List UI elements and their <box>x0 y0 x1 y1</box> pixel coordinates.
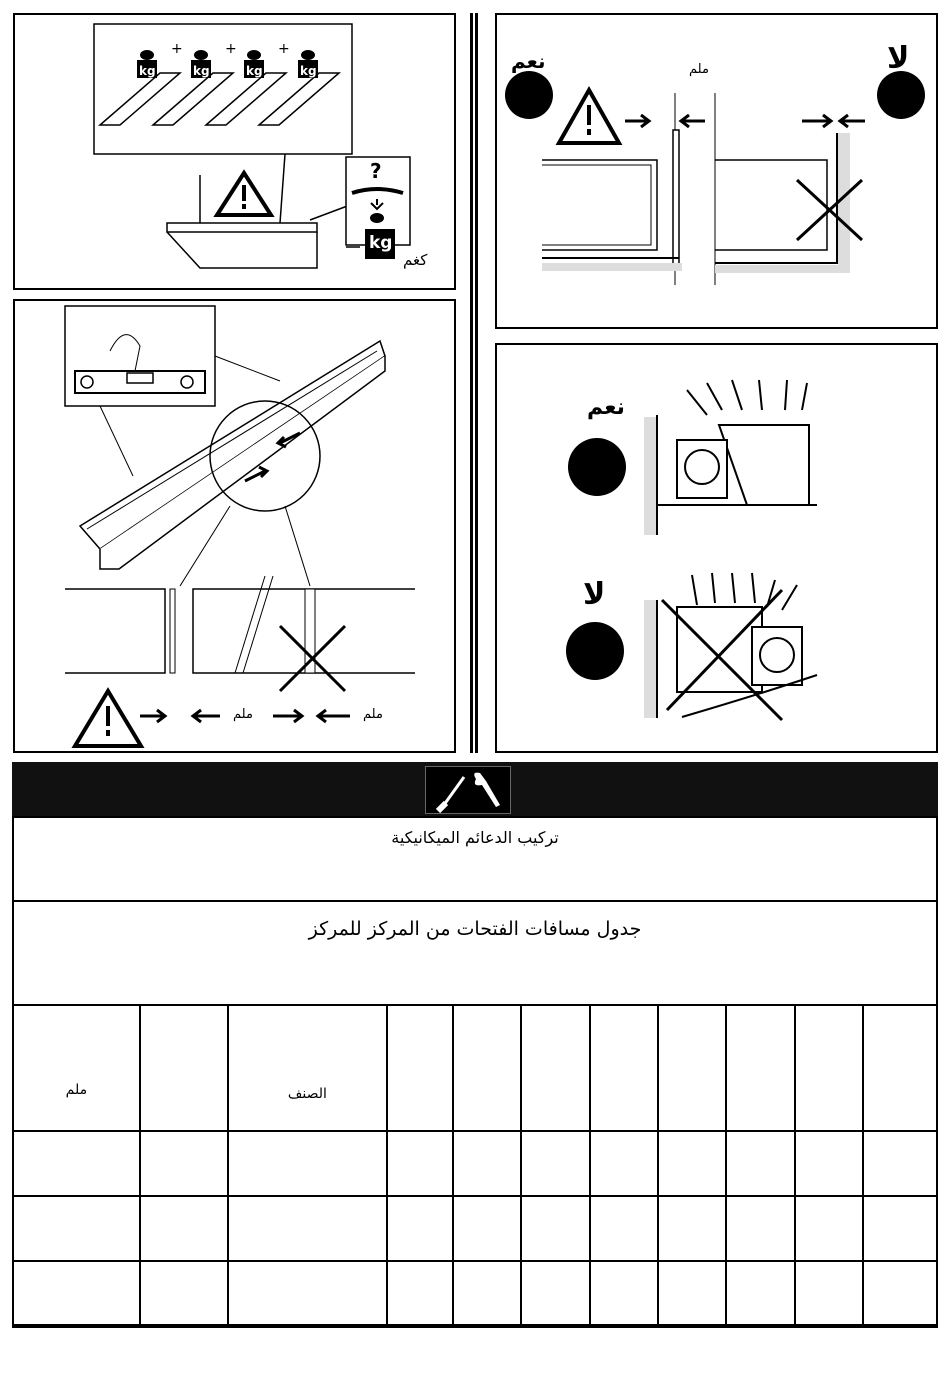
table-row <box>13 1131 937 1196</box>
table-cell <box>795 1261 863 1327</box>
plus-sign-3: + <box>278 41 290 57</box>
table-cell <box>140 1196 228 1261</box>
table-cell <box>795 1131 863 1196</box>
table-cell <box>590 1131 658 1196</box>
table-cell <box>140 1131 228 1196</box>
table-cell <box>726 1131 795 1196</box>
no-label-top: لا <box>887 41 910 76</box>
kg-label-1: kg <box>139 64 156 78</box>
table-cell <box>795 1196 863 1261</box>
table-header-row <box>13 1005 937 1131</box>
question-mark: ? <box>370 159 382 183</box>
header-cell <box>387 1005 453 1131</box>
table-cell <box>521 1196 590 1261</box>
table-cell <box>863 1261 937 1327</box>
table-cell <box>521 1131 590 1196</box>
table-cell <box>453 1261 521 1327</box>
table-cell <box>140 1261 228 1327</box>
table-cell <box>387 1131 453 1196</box>
header-cell <box>658 1005 727 1131</box>
mm-label-right: ملم <box>363 707 383 722</box>
table-cell <box>658 1131 727 1196</box>
table-cell <box>590 1196 658 1261</box>
table-cell <box>863 1196 937 1261</box>
plus-sign-2: + <box>225 41 237 57</box>
mm-label-top: ملم <box>689 62 709 77</box>
distance-table <box>12 1004 938 1328</box>
section-title: تركيب الدعائم الميكانيكية <box>391 828 559 847</box>
header-cell <box>726 1005 795 1131</box>
table-row <box>13 1261 937 1327</box>
header-cell <box>140 1005 228 1131</box>
table-cell <box>228 1131 388 1196</box>
table-cell <box>453 1131 521 1196</box>
level-illustration <box>15 301 456 753</box>
table-cell <box>228 1261 388 1327</box>
yes-label-cable: نعم <box>587 395 625 420</box>
table-cell <box>453 1196 521 1261</box>
kg-label-2: kg <box>193 64 210 78</box>
table-cell <box>726 1261 795 1327</box>
no-label-cable: لا <box>583 577 606 612</box>
title-divider <box>14 900 936 902</box>
vertical-divider-left <box>470 13 473 753</box>
table-cell <box>658 1261 727 1327</box>
header-cell <box>521 1005 590 1131</box>
header-cell <box>863 1005 937 1131</box>
table-cell <box>521 1261 590 1327</box>
table-cell <box>658 1196 727 1261</box>
level-panel <box>13 299 456 753</box>
table-cell <box>863 1131 937 1196</box>
weight-panel <box>13 13 456 290</box>
plus-sign-1: + <box>171 41 183 57</box>
clearance-illustration <box>497 15 938 329</box>
table-cell <box>228 1196 388 1261</box>
kg-label-4: kg <box>300 64 317 78</box>
clearance-panel <box>495 13 938 329</box>
table-cell <box>387 1261 453 1327</box>
header-cell <box>453 1005 521 1131</box>
yes-label-top: نعم <box>511 49 546 73</box>
header-cell <box>795 1005 863 1131</box>
header-cell: ملم <box>13 1005 140 1131</box>
table-cell <box>590 1261 658 1327</box>
table-cell <box>387 1196 453 1261</box>
kg-label-small: kg <box>369 233 393 253</box>
mm-label-left: ملم <box>233 707 253 722</box>
cable-panel <box>495 343 938 753</box>
table-cell <box>13 1196 140 1261</box>
cable-illustration <box>497 345 938 753</box>
screwdriver-wrench-icon <box>426 767 512 815</box>
table-cell <box>13 1131 140 1196</box>
vertical-divider-right <box>475 13 478 753</box>
kg-arabic-label: كغم <box>403 251 428 269</box>
table-cell <box>13 1261 140 1327</box>
table-row <box>13 1196 937 1261</box>
header-cell <box>590 1005 658 1131</box>
kg-label-3: kg <box>246 64 263 78</box>
tools-icon <box>425 766 511 814</box>
table-title: جدول مسافات الفتحات من المركز للمركز <box>308 918 642 940</box>
table-cell <box>726 1196 795 1261</box>
header-cell: الصنف <box>228 1005 388 1131</box>
